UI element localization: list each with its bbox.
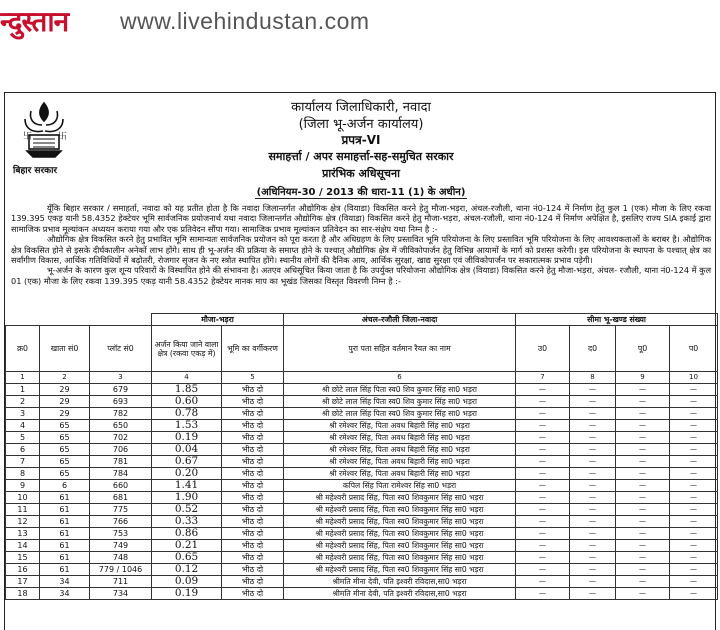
svg-text:卐: 卐 [58,132,68,142]
header-land-class: भूमि का वर्गीकरण [222,326,284,372]
land-schedule-table-wrapper [5,313,717,600]
column-number: 7 [516,372,570,384]
cell-owner: श्री महेश्वरी प्रसाद सिंह, पिता स्व0 शिवकुमार सिंह सा0 भड़रा [284,504,516,516]
cell-south: — [570,540,616,552]
cell-south: — [570,480,616,492]
cell-west: — [670,384,718,396]
act-reference-text: (अधिनियम-30 / 2013 की धारा-11 (1) के अधीन) [256,187,466,198]
cell-land-class: भीठ दो [222,396,284,408]
cell-plot: 693 [90,396,152,408]
cell-south: — [570,504,616,516]
cell-east: — [616,516,670,528]
cell-plot: 681 [90,492,152,504]
cell-east: — [616,540,670,552]
header-serial: क्र0 [6,326,40,372]
svg-text:卐: 卐 [23,132,33,142]
cell-north: — [516,516,570,528]
cell-khata: 61 [40,504,90,516]
form-title: प्रपत्र-VI [341,133,381,147]
cell-east: — [616,504,670,516]
cell-plot: 706 [90,444,152,456]
cell-owner: श्री छोटे लाल सिंह पिता स्व0 शिव कुमार सिंह सा0 भड़रा [284,384,516,396]
cell-north: — [516,588,570,600]
cell-khata: 65 [40,456,90,468]
cell-khata: 61 [40,564,90,576]
cell-land-class: भीठ दो [222,516,284,528]
cell-west: — [670,480,718,492]
cell-khata: 65 [40,432,90,444]
cell-west: — [670,516,718,528]
cell-land-class: भीठ दो [222,504,284,516]
cell-west: — [670,408,718,420]
cell-land-class: भीठ दो [222,420,284,432]
cell-west: — [670,588,718,600]
cell-west: — [670,456,718,468]
column-number: 10 [670,372,718,384]
cell-plot: 766 [90,516,152,528]
district-header-text: जिला-नवादा [402,315,438,324]
cell-area: 1.85 [152,384,222,396]
cell-land-class: भीठ दो [222,468,284,480]
cell-west: — [670,420,718,432]
cell-owner: श्री महेश्वरी प्रसाद सिंह, पिता स्व0 शिवकुमार सिंह सा0 भड़रा [284,540,516,552]
cell-west: — [670,444,718,456]
cell-north: — [516,408,570,420]
cell-serial: 16 [6,564,40,576]
cell-north: — [516,576,570,588]
cell-east: — [616,396,670,408]
cell-east: — [616,528,670,540]
cell-area: 1.53 [152,420,222,432]
cell-east: — [616,552,670,564]
boundary-header: सीमा भू-खण्ड संख्या [516,314,718,326]
cell-owner: श्री छोटे लाल सिंह पिता स्व0 शिव कुमार सिंह सा0 भड़रा [284,408,516,420]
cell-land-class: भीठ दो [222,492,284,504]
cell-east: — [616,480,670,492]
cell-land-class: भीठ दो [222,432,284,444]
cell-khata: 65 [40,444,90,456]
cell-khata: 29 [40,396,90,408]
cell-plot: 748 [90,552,152,564]
cell-area: 0.52 [152,504,222,516]
cell-north: — [516,444,570,456]
cell-west: — [670,432,718,444]
cell-owner: श्री रमेश्वर सिंह, पिता अवध बिहारी सिंह सा0 भड़रा [284,444,516,456]
cell-land-class: भीठ दो [222,540,284,552]
cell-north: — [516,540,570,552]
header-east: पू0 [616,326,670,372]
cell-serial: 9 [6,480,40,492]
cell-area: 0.60 [152,396,222,408]
cell-khata: 61 [40,528,90,540]
header-south: द0 [570,326,616,372]
cell-khata: 61 [40,552,90,564]
cell-plot: 711 [90,576,152,588]
table-row [6,396,718,408]
table-row [6,456,718,468]
cell-west: — [670,396,718,408]
cell-east: — [616,588,670,600]
cell-area: 1.90 [152,492,222,504]
cell-east: — [616,444,670,456]
cell-north: — [516,480,570,492]
cell-land-class: भीठ दो [222,384,284,396]
cell-land-class: भीठ दो [222,564,284,576]
cell-area: 0.65 [152,552,222,564]
cell-serial: 18 [6,588,40,600]
office-title: कार्यालय जिलाधिकारी, नवादा [291,100,431,115]
cell-land-class: भीठ दो [222,480,284,492]
cell-south: — [570,552,616,564]
cell-south: — [570,396,616,408]
mauza-header: मौजा-भड़रा [152,314,284,326]
cell-plot: 749 [90,540,152,552]
table-row [6,504,718,516]
cell-area: 0.67 [152,456,222,468]
cell-north: — [516,552,570,564]
table-row [6,576,718,588]
cell-area: 0.09 [152,576,222,588]
cell-plot: 679 [90,384,152,396]
header-owner: पुरा पता सहित वर्तमान रैयत का नाम [284,326,516,372]
cell-owner: श्री छोटे लाल सिंह पिता स्व0 शिव कुमार सिंह सा0 भड़रा [284,396,516,408]
cell-land-class: भीठ दो [222,588,284,600]
table-row [6,588,718,600]
column-number: 4 [152,372,222,384]
cell-khata: 29 [40,384,90,396]
cell-area: 0.19 [152,432,222,444]
department-title: (जिला भू-अर्जन कार्यालय) [298,117,424,132]
cell-north: — [516,492,570,504]
column-number: 8 [570,372,616,384]
cell-west: — [670,528,718,540]
cell-north: — [516,420,570,432]
header-north: उ0 [516,326,570,372]
cell-east: — [616,408,670,420]
cell-serial: 10 [6,492,40,504]
column-number: 5 [222,372,284,384]
table-row [6,552,718,564]
column-number-row [6,372,718,384]
cell-west: — [670,492,718,504]
cell-owner: श्री रमेश्वर सिंह, पिता अवध बिहारी सिंह सा0 भड़रा [284,420,516,432]
cell-west: — [670,540,718,552]
cell-serial: 1 [6,384,40,396]
cell-area: 0.33 [152,516,222,528]
cell-plot: 775 [90,504,152,516]
cell-east: — [616,468,670,480]
cell-south: — [570,588,616,600]
cell-area: 0.04 [152,444,222,456]
anchal-header-text: अंचल-रजौली [361,315,400,324]
cell-area: 0.86 [152,528,222,540]
cell-south: — [570,444,616,456]
cell-owner: श्री महेश्वरी प्रसाद सिंह, पिता स्व0 शिवकुमार सिंह सा0 भड़रा [284,564,516,576]
header-khata: खाता सं0 [40,326,90,372]
cell-serial: 3 [6,408,40,420]
table-column-header [6,326,718,372]
cell-owner: श्री रमेश्वर सिंह, पिता अवध बिहारी सिंह सा0 भड़रा [284,432,516,444]
column-number: 1 [6,372,40,384]
cell-khata: 65 [40,420,90,432]
cell-owner: श्रीमति मीना देवी, पति इश्वरी रविदास,सा0 भड़रा [284,588,516,600]
paragraph-preamble: यूँकि बिहार सरकार / समाहर्ता, नवादा को यह प्रतीत होता है कि नवादा जिलान्तर्गत औद्योगिक क्षेत्र (वियाडा) विकसित करने हेतु मौजा-भड़रा, अंचल-रजौली, थाना नं0-124 में निर्माण हेतु कुल 1 (एक) मौजा के लिए रकवा 139.395 एकड़ यानी 58.4352 हेक्टेयर भूमि सार्वजनिक प्रयोजनार्थ यथा नवादा जिलान्तर्गत औद्योगिक क्षेत्र (वियाडा) विकसित करने हेतु मौजा-भड़रा, अंचल-रजौली, थाना नं0-124 में निर्माण अपेक्षित है, इसलिए राज्य SIA इकाई द्वारा सामाजिक प्रभाव मूल्यांकन अध्ययन कराया गया और एक प्रतिवेदन सौंपा गया। सामाजिक प्रभाव मूल्यांकन प्रतिवेदन का सार-संक्षेप यथा निम्न है :- [11,203,711,234]
table-group-header [6,314,718,326]
cell-plot: 702 [90,432,152,444]
cell-serial: 7 [6,456,40,468]
cell-east: — [616,576,670,588]
cell-south: — [570,420,616,432]
cell-north: — [516,456,570,468]
cell-serial: 5 [6,432,40,444]
cell-land-class: भीठ दो [222,552,284,564]
cell-south: — [570,468,616,480]
column-number: 6 [284,372,516,384]
newspaper-masthead [0,0,720,42]
header-area: अर्जन किया जाने वाला क्षेत्र (रकवा एकड़ में) [152,326,222,372]
header-plot: प्लॉट सं0 [90,326,152,372]
cell-west: — [670,576,718,588]
cell-plot: 753 [90,528,152,540]
table-row [6,444,718,456]
cell-khata: 61 [40,540,90,552]
table-row [6,408,718,420]
cell-serial: 6 [6,444,40,456]
cell-area: 0.21 [152,540,222,552]
cell-north: — [516,504,570,516]
act-reference [5,184,717,198]
cell-plot: 781 [90,456,152,468]
cell-serial: 2 [6,396,40,408]
cell-serial: 12 [6,516,40,528]
cell-west: — [670,552,718,564]
notice-body [11,203,711,286]
table-row [6,564,718,576]
cell-khata: 61 [40,516,90,528]
table-row [6,492,718,504]
cell-area: 0.12 [152,564,222,576]
cell-serial: 17 [6,576,40,588]
cell-south: — [570,408,616,420]
cell-serial: 13 [6,528,40,540]
cell-land-class: भीठ दो [222,576,284,588]
cell-south: — [570,384,616,396]
cell-land-class: भीठ दो [222,528,284,540]
cell-plot: 660 [90,480,152,492]
cell-north: — [516,564,570,576]
cell-khata: 6 [40,480,90,492]
logo-caption: बिहार सरकार [13,166,58,176]
cell-land-class: भीठ दो [222,408,284,420]
column-number: 9 [616,372,670,384]
cell-north: — [516,468,570,480]
cell-south: — [570,516,616,528]
cell-east: — [616,492,670,504]
website-url: www.livehindustan.com [120,8,370,34]
cell-area: 0.78 [152,408,222,420]
cell-plot: 734 [90,588,152,600]
cell-owner: श्री रमेश्वर सिंह, पिता अवध बिहारी सिंह सा0 भड़रा [284,468,516,480]
cell-khata: 34 [40,576,90,588]
cell-owner: श्री महेश्वरी प्रसाद सिंह, पिता स्व0 शिवकुमार सिंह सा0 भड़रा [284,528,516,540]
cell-area: 0.20 [152,468,222,480]
paragraph-impact-summary: औद्योगिक क्षेत्र विकसित करने हेतु प्रभावित भूमि सामान्यतः सार्वजनिक प्रयोजन को पूरा करता है और अधिग्रहण के लिए प्रस्तावित भूमि परियोजना के लिए प्रस्तावित भूमि परियोजना के लिए आवश्यकताओं के बराबर है। औद्योगिक क्षेत्र विकसित होने से इसके दीर्घकालीन अनेकों लाभ होंगे। साथ ही भू-अर्जन की प्रक्रिया के समाप्त होने के पश्चात् औद्योगिक क्षेत्र में जीविकोपार्जन हेतु विभिन्न आयामों के मार्ग को प्रशस्त करेगी। इस परियोजना के स्थापना के पश्चात् क्षेत्र का सर्वांगीण विकास, आर्थिक गतिविधियों में बढ़ोतरी, रोजगार सृजन के नए स्त्रोत स्थापित होंगे। स्थानीय लोगों की दैनिक आय, आर्थिक सुरक्षा, खाद्य सुरक्षा एवं जीविकोपार्जन पर सकारात्मक प्रभाव पड़ेगी। [11,234,711,266]
cell-owner: श्री महेश्वरी प्रसाद सिंह, पिता स्व0 शिवकुमार सिंह सा0 भड़रा [284,552,516,564]
cell-east: — [616,420,670,432]
cell-khata: 29 [40,408,90,420]
cell-serial: 8 [6,468,40,480]
column-number: 2 [40,372,90,384]
cell-owner: श्री रमेश्वर सिंह, पिता अवध बिहारी सिंह सा0 भड़रा [284,456,516,468]
table-row [6,468,718,480]
cell-khata: 61 [40,492,90,504]
table-row [6,480,718,492]
cell-plot: 650 [90,420,152,432]
cell-north: — [516,432,570,444]
newspaper-brand-logo: न्दुस्तान [0,5,69,38]
cell-plot: 784 [90,468,152,480]
header-west: प0 [670,326,718,372]
cell-serial: 4 [6,420,40,432]
cell-south: — [570,432,616,444]
land-acquisition-notice [4,92,716,630]
land-schedule-table [5,313,718,600]
cell-east: — [616,432,670,444]
cell-east: — [616,456,670,468]
cell-khata: 34 [40,588,90,600]
cell-owner: श्रीमति मीना देवी, पति इश्वरी रविदास,सा0 भड़रा [284,576,516,588]
cell-north: — [516,384,570,396]
cell-land-class: भीठ दो [222,444,284,456]
table-row [6,540,718,552]
table-row [6,516,718,528]
cell-south: — [570,564,616,576]
cell-south: — [570,576,616,588]
authority-title: समाहर्त्ता / अपर समाहर्त्ता-सह-समुचित सरकार [268,150,454,163]
paragraph-notification: भू-अर्जन के कारण कुल शून्य परिवारों के विस्थापित होने की संभावना है। अतएव अधिसूचित किया जाता है कि उपर्युक्त परियोजना औद्योगिक क्षेत्र (वियाडा) विकसित करने हेतु मौजा-भड़रा, अंचल- रजौली, थाना नं0-124 में कुल 01 (एक) मौजा के लिए रकवा 139.395 एकड़ यानी 58.4352 हेक्टेयर मानक माप का भूखंड जिसका विस्तृत विवरणी निम्न है :- [11,265,711,286]
cell-south: — [570,492,616,504]
cell-owner: कपिल सिंह पिता रामेश्वर सिंह सा0 भड़रा [284,480,516,492]
table-row [6,384,718,396]
anchal-header [284,314,516,326]
cell-area: 1.41 [152,480,222,492]
cell-west: — [670,564,718,576]
cell-owner: श्री महेश्वरी प्रसाद सिंह, पिता स्व0 शिवकुमार सिंह सा0 भड़रा [284,516,516,528]
cell-south: — [570,528,616,540]
cell-east: — [616,384,670,396]
table-row [6,420,718,432]
table-row [6,528,718,540]
cell-serial: 11 [6,504,40,516]
column-number: 3 [90,372,152,384]
cell-land-class: भीठ दो [222,456,284,468]
table-body [6,384,718,600]
cell-serial: 14 [6,540,40,552]
cell-plot: 779 / 1046 [90,564,152,576]
cell-north: — [516,528,570,540]
table-row [6,432,718,444]
cell-north: — [516,396,570,408]
cell-owner: श्री महेश्वरी प्रसाद सिंह, पिता स्व0 शिवकुमार सिंह सा0 भड़रा [284,492,516,504]
cell-south: — [570,456,616,468]
cell-west: — [670,504,718,516]
cell-east: — [616,564,670,576]
cell-serial: 15 [6,552,40,564]
cell-khata: 65 [40,468,90,480]
cell-west: — [670,468,718,480]
cell-area: 0.19 [152,588,222,600]
cell-plot: 782 [90,408,152,420]
notice-type: प्रारंभिक अधिसूचना [322,167,400,180]
